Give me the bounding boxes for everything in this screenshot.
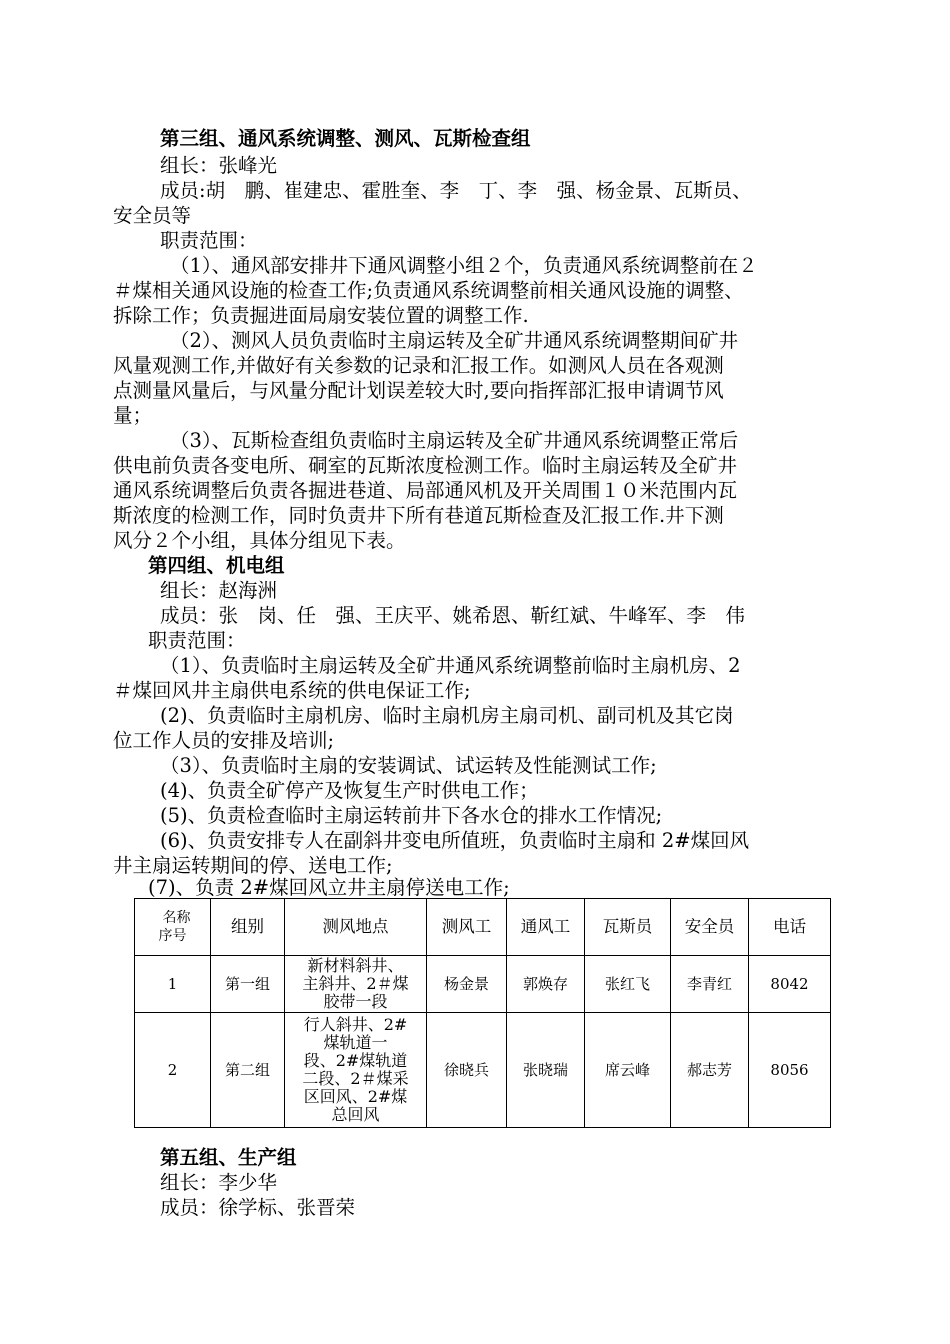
cell-ventilation-worker: 郭焕存: [507, 956, 585, 1013]
header-corner-cell: [135, 899, 211, 956]
cell-index: 1: [135, 956, 211, 1013]
location-line: 总回风: [331, 1105, 380, 1124]
cell-measurer: 徐晓兵: [427, 1013, 507, 1128]
group4-leader: 组长：赵海洲: [160, 579, 278, 602]
header-phone: 电话: [749, 899, 831, 956]
group5-leader: 组长：李少华: [160, 1171, 278, 1194]
group4-item1: （1）、负责临时主扇运转及全矿井通风系统调整前临时主扇机房、2: [160, 654, 741, 677]
location-line: 二段、2＃煤采: [302, 1069, 409, 1088]
cell-gas-inspector: 张红飞: [585, 956, 671, 1013]
group3-item1-line2: ＃煤相关通风设施的检查工作;负责通风系统调整前相关通风设施的调整、: [113, 279, 744, 302]
group4-item7: (7)、负责 2#煤回风立井主扇停送电工作;: [148, 876, 510, 899]
group4-item2: (2)、负责临时主扇机房、临时主扇机房主扇司机、副司机及其它岗: [160, 704, 734, 727]
location-line: 主斜井、2＃煤: [302, 974, 409, 993]
header-group: 组别: [211, 899, 285, 956]
cell-gas-inspector: 席云峰: [585, 1013, 671, 1128]
header-gas-inspector: 瓦斯员: [585, 899, 671, 956]
cell-index: 2: [135, 1013, 211, 1128]
group4-members: 成员：张 岗、任 强、王庆平、姚希恩、靳红斌、牛峰军、李 伟: [160, 604, 746, 627]
survey-groups-table: [134, 898, 831, 1128]
group3-item1: （1）、通风部安排井下通风调整小组２个，负责通风系统调整前在２: [170, 254, 758, 277]
group3-title: 第三组、通风系统调整、测风、瓦斯检查组: [160, 127, 531, 150]
location-line: 段、2#煤轨道: [303, 1051, 408, 1070]
group3-item3: （3）、瓦斯检查组负责临时主扇运转及全矿井通风系统调整正常后: [170, 429, 739, 452]
group4-item6-line2: 井主扇运转期间的停、送电工作;: [113, 854, 393, 877]
group3-item3-line3: 通风系统调整后负责各掘进巷道、局部通风机及开关周围１０米范围内瓦: [113, 479, 738, 502]
cell-location: [285, 1013, 427, 1128]
table-header-row: [135, 899, 831, 956]
cell-measurer: 杨金景: [427, 956, 507, 1013]
group3-duty-heading: 职责范围：: [160, 229, 258, 252]
header-corner-name: 名称: [162, 910, 191, 926]
cell-group: 第一组: [211, 956, 285, 1013]
location-line: 胶带一段: [323, 992, 388, 1011]
cell-ventilation-worker: 张晓瑞: [507, 1013, 585, 1128]
group3-item2-line4: 量；: [113, 404, 153, 427]
table-row: [135, 956, 831, 1013]
location-line: 区回风、2#煤: [303, 1087, 408, 1106]
group3-item2: （2）、测风人员负责临时主扇运转及全矿井通风系统调整期间矿井: [170, 329, 739, 352]
cell-phone: 8056: [749, 1013, 831, 1128]
group5-title: 第五组、生产组: [160, 1146, 297, 1169]
group4-item1-line2: ＃煤回风井主扇供电系统的供电保证工作;: [113, 679, 471, 702]
cell-safety-officer: 李青红: [671, 956, 749, 1013]
group3-item1-line3: 拆除工作；负责掘进面局扇安装位置的调整工作.: [113, 304, 529, 327]
group4-title: 第四组、机电组: [148, 554, 285, 577]
header-ventilation-worker: 通风工: [507, 899, 585, 956]
header-safety-officer: 安全员: [671, 899, 749, 956]
table-row: [135, 1013, 831, 1128]
location-line: 行人斜井、2#: [303, 1015, 408, 1034]
location-line: 煤轨道一: [323, 1033, 388, 1052]
cell-location: [285, 956, 427, 1013]
group3-members-cont: 安全员等: [113, 204, 192, 227]
cell-group: 第二组: [211, 1013, 285, 1128]
group3-item2-line2: 风量观测工作,并做好有关参数的记录和汇报工作。如测风人员在各观测: [113, 354, 724, 377]
cell-safety-officer: 郝志芳: [671, 1013, 749, 1128]
header-corner-index: 序号: [158, 928, 187, 944]
cell-phone: 8042: [749, 956, 831, 1013]
header-location: 测风地点: [285, 899, 427, 956]
group3-item3-line4: 斯浓度的检测工作，同时负责井下所有巷道瓦斯检查及汇报工作.井下测: [113, 504, 724, 527]
group3-leader: 组长：张峰光: [160, 154, 278, 177]
group4-duty-heading: 职责范围：: [148, 629, 246, 652]
group5-members: 成员：徐学标、张晋荣: [160, 1196, 356, 1219]
location-line: 新材料斜井、: [307, 956, 404, 975]
group3-item3-line5: 风分２个小组，具体分组见下表。: [113, 529, 406, 552]
group4-item5: (5)、负责检查临时主扇运转前井下各水仓的排水工作情况;: [160, 804, 663, 827]
group3-members: 成员:胡 鹏、崔建忠、霍胜奎、李 丁、李 强、杨金景、瓦斯员、: [160, 179, 752, 202]
group4-item6: (6)、负责安排专人在副斜井变电所值班，负责临时主扇和 2#煤回风: [160, 829, 750, 852]
group4-item3: （3）、负责临时主扇的安装调试、试运转及性能测试工作;: [160, 754, 657, 777]
header-measurer: 测风工: [427, 899, 507, 956]
group3-item3-line2: 供电前负责各变电所、硐室的瓦斯浓度检测工作。临时主扇运转及全矿井: [113, 454, 738, 477]
group3-item2-line3: 点测量风量后，与风量分配计划误差较大时,要向指挥部汇报申请调节风: [113, 379, 724, 402]
group4-item4: (4)、负责全矿停产及恢复生产时供电工作；: [160, 779, 539, 802]
group4-item2-line2: 位工作人员的安排及培训;: [113, 729, 335, 752]
